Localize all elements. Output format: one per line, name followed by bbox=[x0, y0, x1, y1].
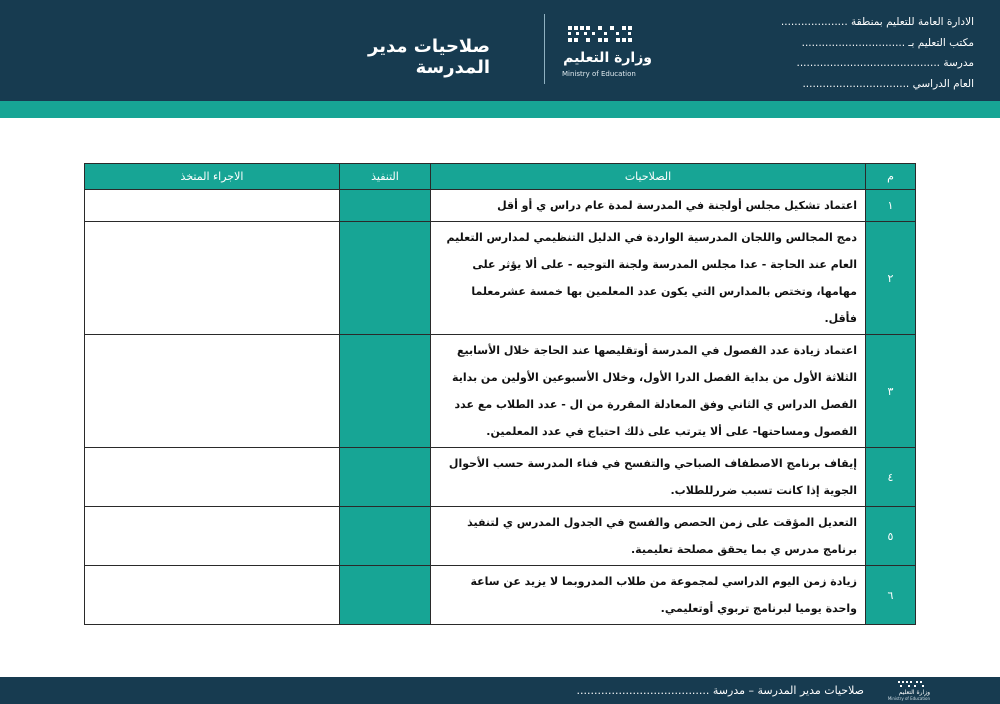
row-authority-text: اعتماد زيادة عدد الفصول في المدرسة أوتقليصها عند الحاجة خلال الأسابيع الثلاثة الأول من بداية الفصل الدرا الأول، وخلال الأسبوعين الأولين من بداية الفصل الدراس ي الثاني وفق المعادلة المقررة من ال - عدد الطلاب مع عدد الفصول ومساحتها- على ألا يترتب على ذلك احتياج في عدد المعلمين. bbox=[431, 335, 866, 448]
header-action: الاجراء المتخذ bbox=[85, 164, 340, 190]
header-authority: الصلاحيات bbox=[431, 164, 866, 190]
table-row bbox=[85, 507, 916, 566]
ministry-logo bbox=[544, 18, 654, 84]
table-row bbox=[85, 222, 916, 335]
row-action-cell[interactable] bbox=[85, 448, 340, 507]
row-execution-cell[interactable] bbox=[340, 507, 431, 566]
header-num: م bbox=[866, 164, 916, 190]
footer-logo-icon bbox=[896, 680, 926, 688]
info-line-school: مدرسة ........................................... bbox=[796, 57, 974, 69]
page-title: صلاحيات مدير المدرسة bbox=[368, 36, 490, 78]
row-execution-cell[interactable] bbox=[340, 448, 431, 507]
info-line-year: العام الدراسي ................................ bbox=[802, 77, 974, 90]
row-action-cell[interactable] bbox=[85, 507, 340, 566]
row-execution-cell[interactable] bbox=[340, 335, 431, 448]
row-number: ٤ bbox=[866, 448, 916, 507]
row-number: ٥ bbox=[866, 507, 916, 566]
row-action-cell[interactable] bbox=[85, 335, 340, 448]
row-number: ٦ bbox=[866, 566, 916, 625]
row-execution-cell[interactable] bbox=[340, 566, 431, 625]
footer-logo-arabic: وزارة التعليم bbox=[898, 689, 930, 696]
table-header-row bbox=[85, 164, 916, 190]
page-header bbox=[0, 0, 1000, 101]
info-line-region: الادارة العامة للتعليم بمنطقة .................... bbox=[780, 16, 974, 28]
table-row bbox=[85, 448, 916, 507]
row-number: ٢ bbox=[866, 222, 916, 335]
header-execution: التنفيذ bbox=[340, 164, 431, 190]
row-action-cell[interactable] bbox=[85, 222, 340, 335]
row-authority-text: دمج المجالس واللجان المدرسية الواردة في الدليل التنظيمي لمدارس التعليم العام عند الحاجة - عدا مجلس المدرسة ولجنة التوجيه - على ألا يؤثر على مهامها، وتختص بالمدارس التي يكون عدد المعلمين بها خمسة عشرمعلما فأقل. bbox=[431, 222, 866, 335]
footer-text: صلاحيات مدير المدرسة – مدرسة ...................................... bbox=[576, 684, 864, 697]
ministry-name-english: Ministry of Education bbox=[562, 70, 636, 78]
row-execution-cell[interactable] bbox=[340, 222, 431, 335]
row-authority-text: إيقاف برنامج الاصطفاف الصباحي والتفسح في فناء المدرسة حسب الأحوال الجوية إذا كانت تسبب ضررللطلاب. bbox=[431, 448, 866, 507]
page-footer bbox=[0, 677, 1000, 704]
footer-logo-english: Ministry of Education bbox=[887, 696, 930, 701]
header-info-block bbox=[734, 12, 974, 94]
header-accent-stripe bbox=[0, 101, 1000, 118]
footer-ministry-logo bbox=[880, 680, 930, 702]
ministry-logo-icon bbox=[562, 24, 652, 48]
row-action-cell[interactable] bbox=[85, 566, 340, 625]
row-execution-cell[interactable] bbox=[340, 190, 431, 222]
authorities-table bbox=[84, 163, 916, 625]
table-row bbox=[85, 335, 916, 448]
row-number: ١ bbox=[866, 190, 916, 222]
row-authority-text: التعديل المؤقت على زمن الحصص والفسح في الجدول المدرس ي لتنفيذ برنامج مدرس ي بما يحقق مصلحة تعليمية. bbox=[431, 507, 866, 566]
row-authority-text: اعتماد تشكيل مجلس أولجنة في المدرسة لمدة عام دراس ي أو أقل bbox=[431, 190, 866, 222]
row-authority-text: زيادة زمن اليوم الدراسي لمجموعة من طلاب المدروبما لا يزيد عن ساعة واحدة يوميا لبرنامج تربوي أوتعليمي. bbox=[431, 566, 866, 625]
table-row bbox=[85, 566, 916, 625]
table-row bbox=[85, 190, 916, 222]
ministry-name-arabic: وزارة التعليم bbox=[563, 50, 652, 66]
row-number: ٣ bbox=[866, 335, 916, 448]
row-action-cell[interactable] bbox=[85, 190, 340, 222]
info-line-office: مكتب التعليم بـ ............................... bbox=[801, 36, 974, 49]
